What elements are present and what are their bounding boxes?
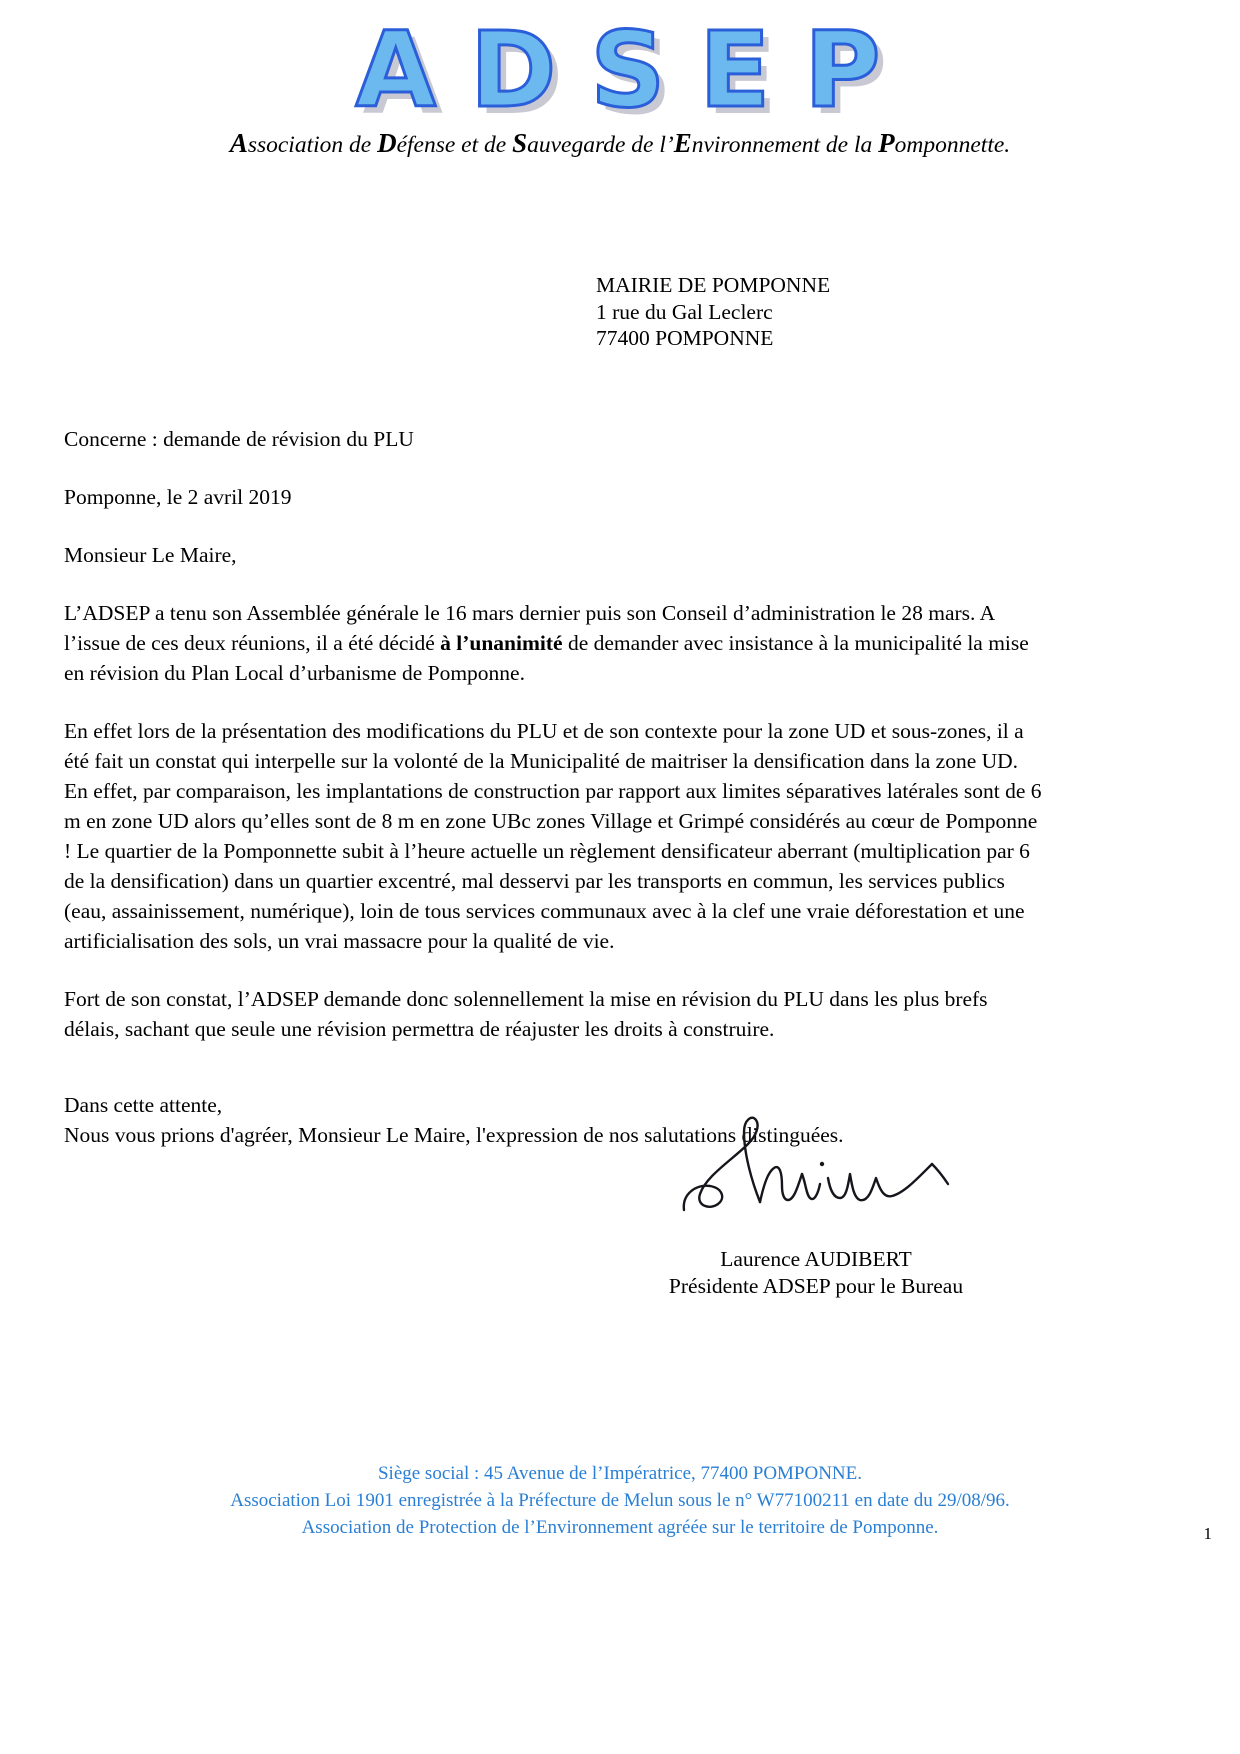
tagline-cap-a: A (229, 128, 248, 158)
tagline-seg-4: nvironnement de la (691, 132, 879, 158)
footer-legal: Association Loi 1901 enregistrée à la Préfecture de Melun sous le n° W77100211 en date du 29/08/96. (230, 1490, 1010, 1511)
signer-title: Présidente ADSEP pour le Bureau (668, 1274, 964, 1298)
page-footer (0, 1460, 1240, 1541)
adsep-logo (0, 0, 1240, 131)
handwritten-signature-icon (656, 1098, 976, 1226)
tagline-cap-d: D (377, 128, 397, 158)
signature-block (656, 1098, 976, 1300)
recipient-street: 1 rue du Gal Leclerc (596, 299, 773, 324)
place-and-date: Pomponne, le 2 avril 2019 (64, 485, 292, 509)
adsep-logo-text: ADSEP (355, 9, 915, 131)
tagline-seg-2: éfense et de (396, 132, 513, 158)
paragraph-1-text-after: de demander avec insistance à la municipalité la mise en révision du Plan Local d’urbanisme de Pomponne. (64, 631, 1029, 685)
letterhead (0, 0, 1240, 159)
tagline-seg-3: auvegarde de l’ (527, 132, 674, 158)
tagline-seg-5: omponnette. (894, 132, 1011, 158)
tagline-cap-s: S (512, 128, 528, 158)
closing-line-1: Dans cette attente, (64, 1093, 223, 1117)
footer-address: Siège social : 45 Avenue de l’Impératrice, 77400 POMPONNE. (377, 1463, 863, 1484)
letter-body (64, 424, 1044, 1178)
paragraph-1-emphasis: à l’unanimité (440, 631, 563, 655)
subject-line: Concerne : demande de révision du PLU (64, 427, 414, 451)
signer-name: Laurence AUDIBERT (720, 1247, 912, 1271)
tagline-cap-p: P (878, 128, 895, 158)
association-tagline (0, 128, 1240, 159)
tagline-seg-1: ssociation de (247, 132, 378, 158)
paragraph-3: Fort de son constat, l’ADSEP demande donc solennellement la mise en révision du PLU dans les plus brefs délais, sachant que seule une révision permettra de réajuster les droits à construire. (64, 987, 988, 1041)
paragraph-1 (64, 598, 1044, 688)
paragraph-1-text-before: L’ADSEP a tenu son Assemblée générale le 16 mars dernier puis son Conseil d’administration le 28 mars. A l’issue de ces deux réunions, il a été décidé (64, 601, 994, 655)
salutation: Monsieur Le Maire, (64, 543, 237, 567)
paragraph-2: En effet lors de la présentation des modifications du PLU et de son contexte pour la zone UD et sous-zones, il a été fait un constat qui interpelle sur la volonté de la Municipalité de maitriser la densification dans la zone UD. En effet, par comparaison, les implantations de construction par rapport aux limites séparatives latérales sont de 6 m en zone UD alors qu’elles sont de 8 m en zone UBc zones Village et Grimpé considérés au cœur de Pomponne ! Le quartier de la Pomponnette subit à l’heure actuelle un règlement densificateur aberrant (multiplication par 6 de la densification) dans un quartier excentré, mal desservi par les transports en commun, les services publics (eau, assainissement, numérique), loin de tous services communaux avec à la clef une vraie déforestation et une artificialisation des sols, un vrai massacre pour la qualité de vie. (64, 719, 1042, 953)
recipient-city: 77400 POMPONNE (596, 326, 774, 350)
closing-line-2: Nous vous prions d'agréer, Monsieur Le Maire, l'expression de nos salutations distinguées. (64, 1123, 844, 1147)
recipient-address-block (596, 272, 830, 352)
tagline-cap-e: E (673, 128, 692, 158)
recipient-organization: MAIRIE DE POMPONNE (596, 273, 831, 297)
page-number: 1 (1203, 1524, 1212, 1543)
footer-accreditation: Association de Protection de l’Environnement agréée sur le territoire de Pomponne. (301, 1517, 939, 1538)
